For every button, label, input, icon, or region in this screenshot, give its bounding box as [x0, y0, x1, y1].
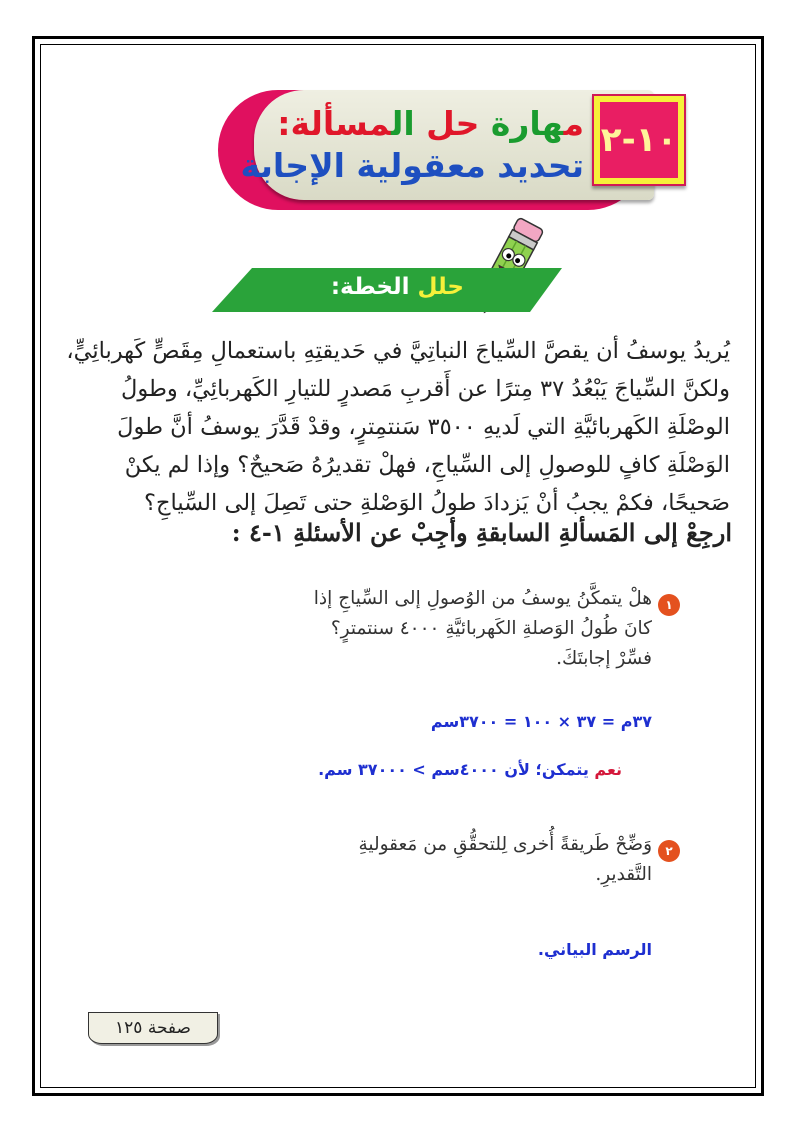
question-line: هلْ يتمكَّنُ يوسفُ من الوُصولِ إلى السِّياجِ إذا	[313, 588, 652, 609]
problem-line: الوصْلَةِ الكَهربائيَّةِ التي لَديهِ ٣٥٠٠ سَنتمِترٍ، وقدْ قَدَّرَ يوسفُ أنَّ طولَ	[117, 414, 730, 440]
title-line-1	[277, 104, 584, 143]
question-2-text	[358, 830, 652, 890]
title-banner	[218, 84, 694, 214]
page-number: صفحة ١٢٥	[88, 1012, 218, 1044]
plan-word-1: حلل	[417, 274, 464, 300]
question-line: كانَ طُولُ الوَصلةِ الكَهربائيَّةِ ٤٠٠٠ سنتمترٍ؟	[330, 618, 652, 639]
answer-reason-text: يتمكن؛ لأن ٤٠٠٠سم > ٣٧٠٠٠ سم.	[318, 760, 595, 779]
title-word: حل	[426, 104, 480, 143]
instruction-heading: ارجِعْ إلى المَسألةِ السابقةِ وأجِبْ عن الأسئلةِ ١-٤ :	[231, 518, 732, 547]
title-word: هارة	[479, 104, 564, 143]
question-2-marker: ٢	[658, 840, 680, 862]
plan-heading	[212, 262, 562, 322]
plan-heading-text	[331, 274, 464, 300]
question-line: وَضِّحْ طَريقةً أُخرى لِلتحقُّقِ من مَعقوليةِ	[358, 834, 652, 855]
plan-word-2: الخطة:	[330, 274, 418, 300]
answer-q2: الرسم البياني.	[537, 940, 652, 959]
problem-line: صَحيحًا، فكمْ يجبُ أنْ يَزدادَ طولُ الوَصْلةِ حتى تَصِلَ إلى السِّياجِ؟	[144, 490, 730, 516]
title-word: مسألة:	[277, 104, 391, 143]
answer-reason	[318, 760, 622, 779]
answer-yes: نعم	[594, 760, 622, 779]
title-word: ال	[390, 104, 427, 143]
answer-calculation: ٣٧م = ٣٧ × ١٠٠ = ٣٧٠٠سم	[430, 712, 652, 731]
problem-paragraph	[66, 332, 730, 522]
title-line-2: تحديد معقولية الإجابة	[240, 146, 584, 185]
question-line: فسِّرْ إجابتَكَ.	[556, 648, 652, 669]
lesson-number-badge	[592, 94, 686, 186]
problem-line: الوَصْلَةِ كافٍ للوصولِ إلى السِّياجِ، فهلْ تقديرُهُ صَحيحٌ؟ وإذا لم يكنْ	[124, 452, 730, 478]
problem-line: يُريدُ يوسفُ أن يقصَّ السِّياجَ النباتِيَّ في حَديقتِهِ باستعمالِ مِقَصٍّ كَهربائِيٍّ،	[66, 338, 730, 364]
question-1-text	[314, 584, 652, 674]
question-line: التَّقديرِ.	[595, 864, 652, 885]
title-letter: م	[563, 104, 584, 143]
lesson-number: ١٠-٢	[600, 102, 678, 178]
problem-line: ولكنَّ السِّياجَ يَبْعُدُ ٣٧ مِترًا عن أَقربِ مَصدرٍ للتيارِ الكَهربائِيِّ، وطولُ	[121, 376, 730, 402]
question-1-marker: ١	[658, 594, 680, 616]
